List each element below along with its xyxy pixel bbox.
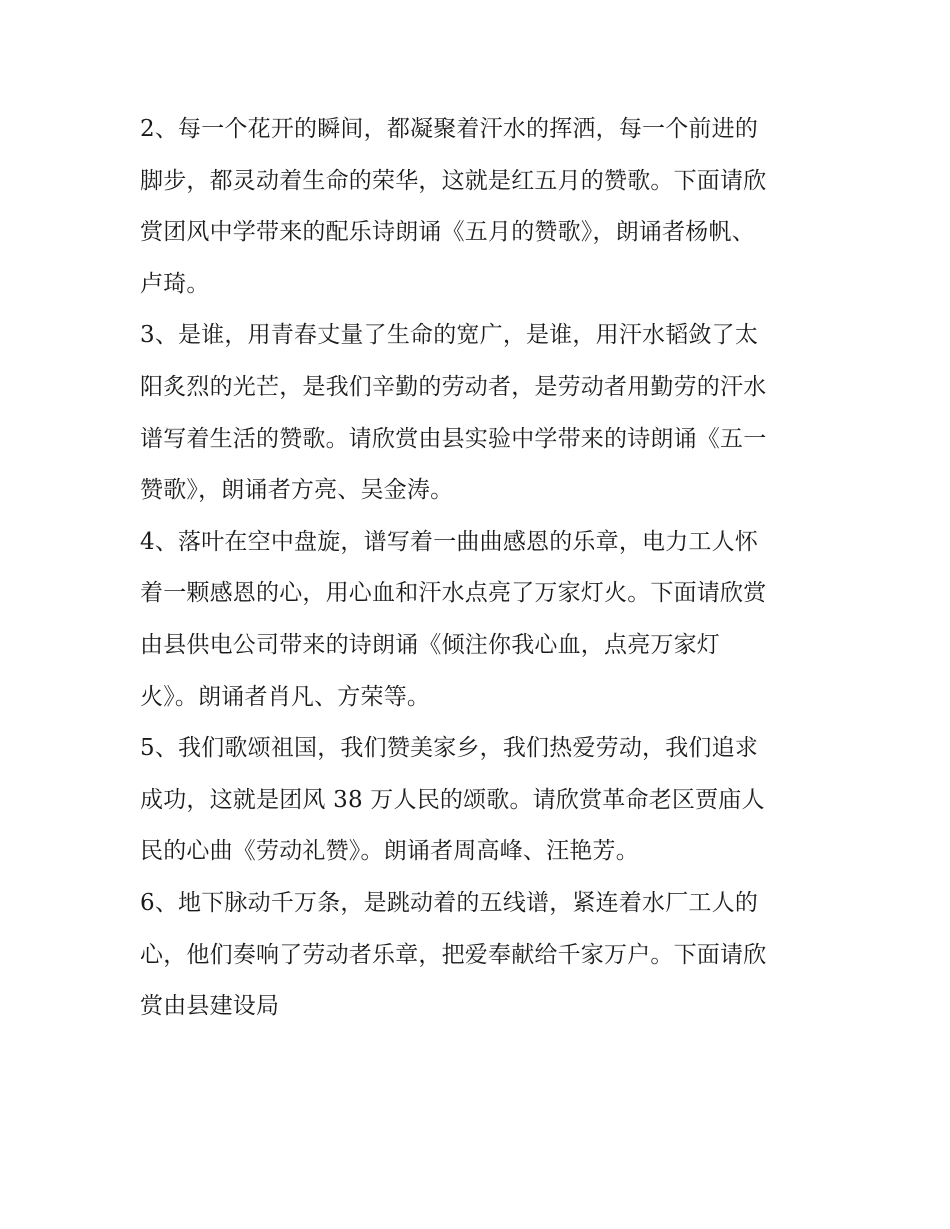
document-body (140, 104, 820, 1033)
paragraph-6-line-1: 6、地下脉动千万条，是跳动着的五线谱，紧连着水厂工人的 (140, 889, 759, 916)
paragraph-2-line-3: 赏团风中学带来的配乐诗朗诵《五月的赞歌》，朗诵者杨帆、 (140, 219, 755, 246)
paragraph-3-line-1: 3、是谁，用青春丈量了生命的宽广，是谁，用汗水韬敛了太 (140, 322, 759, 349)
paragraph-5-line-2: 成功，这就是团风 38 万人民的颂歌。请欣赏革命老区贾庙人 (140, 786, 765, 813)
paragraph-3-line-2: 阳炙烈的光芒，是我们辛勤的劳动者，是劳动者用勤劳的汗水 (140, 373, 767, 400)
paragraph-6-line-2: 心，他们奏响了劳动者乐章，把爱奉献给千家万户。下面请欣 (140, 941, 767, 968)
paragraph-5-line-3: 民的心曲《劳动礼赞》。朗诵者周高峰、汪艳芳。 (140, 838, 639, 865)
paragraph-2-line-2: 脚步，都灵动着生命的荣华，这就是红五月的赞歌。下面请欣 (140, 167, 767, 194)
paragraph-4-line-1: 4、落叶在空中盘旋，谱写着一曲曲感恩的乐章，电力工人怀 (140, 528, 759, 555)
paragraph-4-line-2: 着一颗感恩的心，用心血和汗水点亮了万家灯火。下面请欣赏 (140, 580, 767, 607)
paragraph-4-line-4: 火》。朗诵者肖凡、方荣等。 (140, 683, 431, 710)
paragraph-5-line-1: 5、我们歌颂祖国，我们赞美家乡，我们热爱劳动，我们追求 (140, 735, 759, 762)
paragraph-3-line-3: 谱写着生活的赞歌。请欣赏由县实验中学带来的诗朗诵《五一 (140, 425, 767, 452)
paragraph-4-line-3: 由县供电公司带来的诗朗诵《倾注你我心血，点亮万家灯 (140, 631, 720, 658)
paragraph-6-line-3: 赏由县建设局 (140, 993, 280, 1020)
paragraph-2-line-4: 卢琦。 (140, 270, 210, 297)
paragraph-2-line-1: 2、每一个花开的瞬间，都凝聚着汗水的挥洒，每一个前进的 (140, 116, 759, 142)
paragraph-3-line-4: 赞歌》，朗诵者方亮、吴金涛。 (140, 477, 454, 504)
